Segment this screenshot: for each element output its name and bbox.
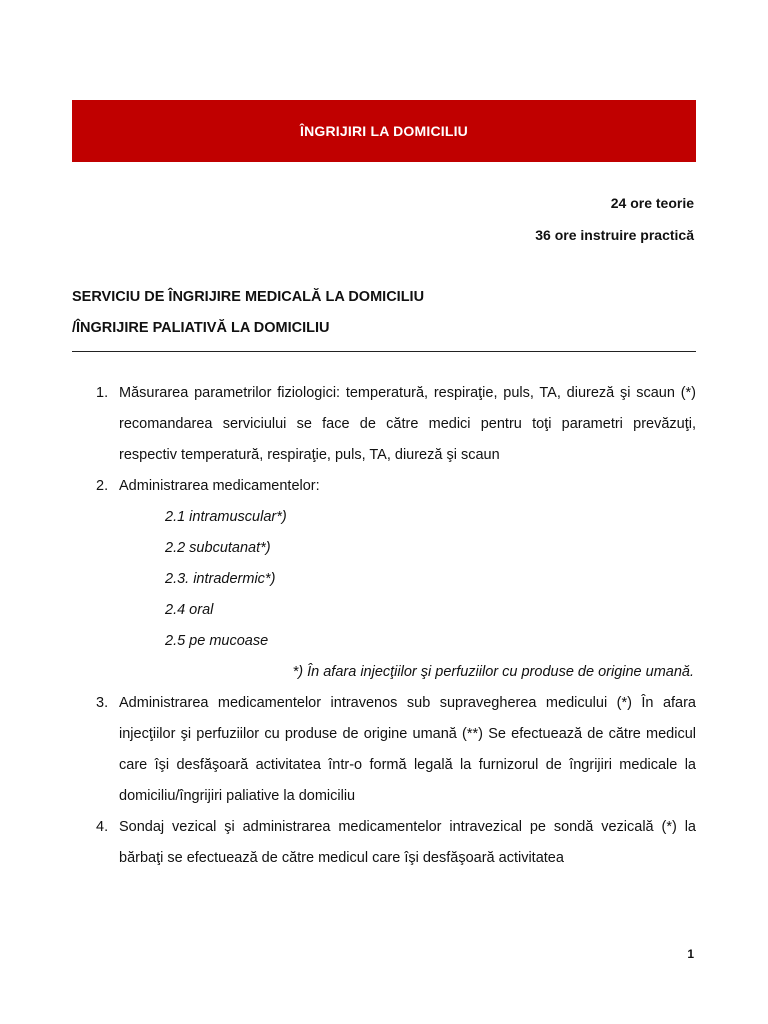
- section-title-line2: /ÎNGRIJIRE PALIATIVĂ LA DOMICILIU: [72, 320, 330, 336]
- sub-item: 2.3. intradermic*): [165, 571, 276, 587]
- sub-item: 2.2 subcutanat*): [165, 540, 271, 556]
- list-item-text: Sondaj vezical şi administrarea medicamentelor intravezical pe sondă vezicală (*) la bărbaţi se efectuează de către medicul care îşi desfăşoară activitatea: [119, 819, 696, 866]
- page-number: 1: [687, 947, 694, 961]
- section-title-line1: SERVICIU DE ÎNGRIJIRE MEDICALĂ LA DOMICILIU: [72, 289, 425, 305]
- section-divider: [72, 351, 696, 352]
- list-item: [72, 471, 696, 502]
- list-item-number: 2.: [96, 478, 109, 494]
- list-item-number: 4.: [96, 819, 109, 835]
- hours-practice: 36 ore instruire practică: [535, 227, 694, 243]
- document-banner: [72, 100, 696, 162]
- list-item: [72, 812, 696, 874]
- list-item: [72, 378, 696, 471]
- services-list: [72, 378, 696, 874]
- list-item-text: Administrarea medicamentelor:: [119, 478, 320, 494]
- sub-item: 2.1 intramuscular*): [165, 509, 287, 525]
- list-item-number: 1.: [96, 385, 109, 401]
- banner-title: ÎNGRIJIRI LA DOMICILIU: [300, 123, 468, 139]
- sub-item: 2.5 pe mucoase: [165, 633, 269, 649]
- hours-theory: 24 ore teorie: [610, 195, 694, 211]
- list-item: [72, 688, 696, 812]
- list-item-text: Măsurarea parametrilor fiziologici: temperatură, respiraţie, puls, TA, diureză şi scaun (*) recomandarea serviciului se face de către medici pentru toţi parametri prevăzuţi, respectiv temperatură, respiraţie, puls, TA, diureză şi scaun: [119, 385, 696, 463]
- list-item-text: Administrarea medicamentelor intravenos sub supravegherea medicului (*) În afara injecţiilor şi perfuziilor cu produse de origine umană (**) Se efectuează de către medicul care îşi desfăşoară activitatea într-o formă legală la furnizorul de îngrijiri medicale la domiciliu/îngrijiri paliative la domiciliu: [119, 695, 696, 804]
- list-item-number: 3.: [96, 695, 109, 711]
- sub-item-note: *) În afara injecţiilor şi perfuziilor cu produse de origine umană.: [292, 664, 694, 680]
- sub-item: 2.4 oral: [165, 602, 214, 618]
